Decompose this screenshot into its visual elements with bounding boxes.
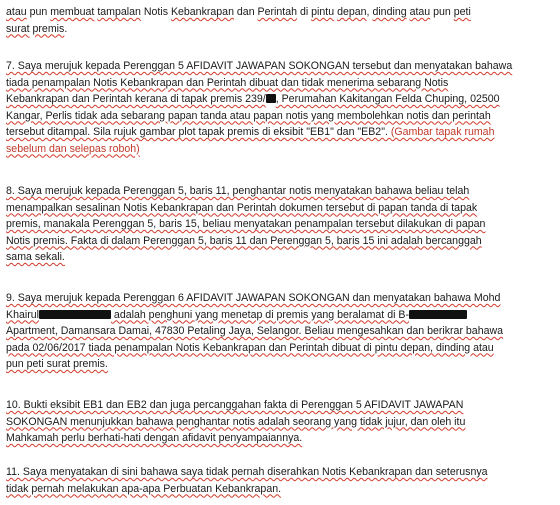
text-span: peti bbox=[453, 6, 471, 18]
text-span: di bbox=[297, 6, 312, 18]
text-line: premis, manakala Perenggan 5, baris 15, beliau menyatakan penampalan tersebut dilakukan di papan bbox=[6, 218, 486, 230]
text-span: membuat bbox=[50, 6, 95, 18]
text-line: 9. Saya merujuk kepada Perenggan 6 AFIDAVIT JAWAPAN SOKONGAN dan menyatakan bahawa Mohd bbox=[6, 292, 501, 304]
text-span: premis bbox=[32, 22, 65, 35]
text-line bbox=[6, 124, 554, 141]
text-line: Mahkamah perlu berhati-hati dengan afidavit penyampaiannya. bbox=[6, 432, 303, 444]
redaction-mark bbox=[266, 94, 276, 103]
text-span: atau bbox=[409, 6, 431, 18]
paragraph-continuation bbox=[6, 4, 554, 37]
red-annotation: (Gambar tapak rumah bbox=[390, 126, 495, 138]
text-line: 8. Saya merujuk kepada Perenggan 5, baris 11, penghantar notis menyatakan bahawa beliau telah bbox=[6, 185, 470, 197]
text-span: tampalan bbox=[97, 6, 141, 18]
text-line bbox=[6, 21, 554, 38]
text-span: Notis bbox=[140, 6, 171, 18]
text-span: tersebut ditampal. Sila rujuk gambar plot tapak premis di eksibit "EB1" dan "EB2". bbox=[6, 126, 391, 138]
text-line: sama sekali. bbox=[6, 251, 65, 263]
text-span: surat bbox=[6, 22, 30, 35]
redaction-mark bbox=[39, 310, 111, 319]
text-span: , Perumahan Kakitangan Felda Chuping, 02500 bbox=[275, 93, 500, 105]
text-span: Kebankrapan dan Perintah kerana di tapak premis 239/ bbox=[6, 93, 266, 105]
paragraph-11 bbox=[6, 464, 554, 497]
text-line: Notis premis. Fakta di dalam Perenggan 5, baris 11 dan Perenggan 5, baris 15 ini adalah bercanggah bbox=[6, 234, 482, 247]
paragraph-10 bbox=[6, 397, 554, 447]
text-span: pintu bbox=[311, 6, 335, 18]
text-span: pun bbox=[430, 6, 454, 18]
text-line: SOKONGAN menunjukkan bahawa penghantar notis adalah seorang yang tidak jujur, dan oleh itu bbox=[6, 415, 466, 428]
text-span: Khairul bbox=[6, 308, 39, 321]
text-line: Kangar, Perlis tidak ada sebarang papan tanda atau papan notis yang membolehkan notis dan perintah bbox=[6, 109, 491, 122]
text-span: atau bbox=[6, 6, 27, 18]
text-span: adalah penghuni yang menetap di premis yang beralamat di B- bbox=[110, 308, 409, 321]
text-line bbox=[6, 4, 554, 21]
red-annotation: sebelum dan selepas roboh) bbox=[6, 142, 140, 155]
text-span: Kebankrapan bbox=[170, 6, 234, 18]
text-line: pada 02/06/2017 tiada penampalan Notis Kebankrapan dan Perintah dibuat di pintu depan, dinding atau bbox=[6, 341, 494, 354]
text-span: dan bbox=[233, 6, 258, 18]
paragraph-9 bbox=[6, 290, 554, 373]
paragraph-7 bbox=[6, 58, 554, 157]
text-line: 7. Saya merujuk kepada Perenggan 5 AFIDAVIT JAWAPAN SOKONGAN tersebut dan menyatakan bahawa bbox=[6, 60, 513, 72]
text-line: tidak pernah melakukan apa-apa Perbuatan Kebankrapan. bbox=[6, 482, 282, 495]
text-span: . bbox=[64, 22, 68, 35]
text-line bbox=[6, 307, 554, 324]
text-line: menampalkan sesalinan Notis Kebankrapan dan Perintah dokumen tersebut di papan tanda di tapak bbox=[6, 201, 478, 214]
text-line: 10. Bukti eksibit EB1 dan EB2 dan juga percanggahan fakta di Perenggan 5 AFIDAVIT JAWAPAN bbox=[6, 399, 464, 411]
text-span: , bbox=[366, 6, 373, 18]
text-line: tiada penampalan Notis Kebankrapan dan Perintah dibuat dan tidak menerima sebarang Notis bbox=[6, 76, 449, 89]
text-span: dinding bbox=[372, 6, 407, 18]
text-span: depan bbox=[337, 6, 367, 18]
text-line bbox=[6, 91, 554, 108]
text-span: Perintah bbox=[257, 6, 297, 18]
text-line: pun peti surat premis. bbox=[6, 358, 108, 370]
redaction-mark bbox=[409, 310, 467, 319]
text-line: 11. Saya menyatakan di sini bahawa saya tidak pernah diserahkan Notis Kebankrapan dan seterusnya bbox=[6, 466, 488, 478]
paragraph-8 bbox=[6, 183, 554, 266]
text-span: pun bbox=[26, 6, 51, 18]
text-line: Apartment, Damansara Damai, 47830 Petaling Jaya, Selangor. Beliau mengesahkan dan berikrar bahawa bbox=[6, 325, 504, 337]
